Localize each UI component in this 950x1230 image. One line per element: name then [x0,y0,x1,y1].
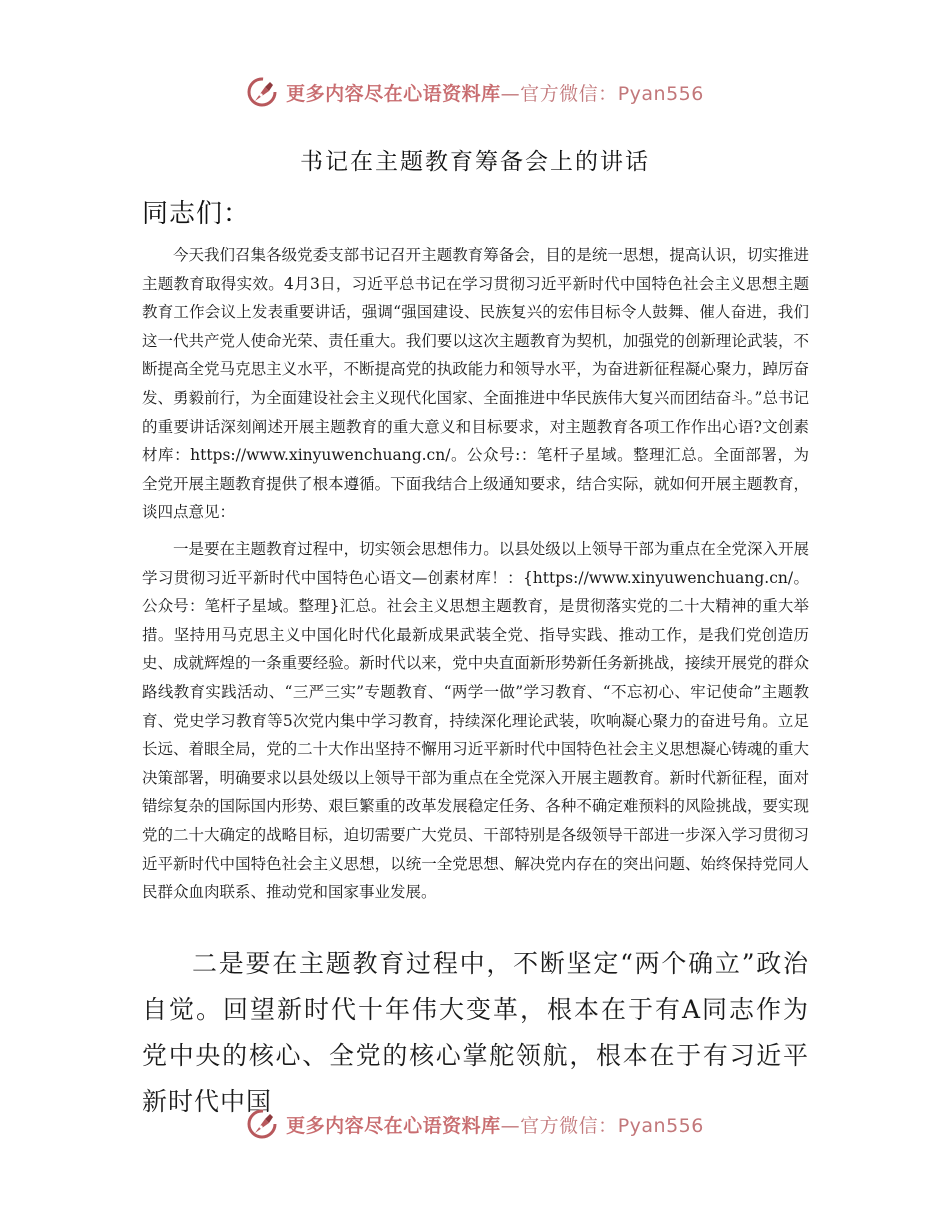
pen-nib-logo-icon [246,76,278,108]
banner-wechat-id: Pyan556 [617,1114,704,1137]
paragraph-point-one: 一是要在主题教育过程中，切实领会思想伟力。以县处级以上领导干部为重点在全党深入开展学习贯彻习近平新时代中国特色心语文—创素材库！：{https://www.xinyuwenchuang.cn/。公众号：笔杆子星域。整理}汇总。社会主义思想主题教育，是贯彻落实党的二十大精神的重大举措。坚持用马克思主义中国化时代化最新成果武装全党、指导实践、推动工作，是我们党创造历史、成就辉煌的一条重要经验。新时代以来，党中央直面新形势新任务新挑战，接续开展党的群众路线教育实践活动、“三严三实”专题教育、“两学一做”学习教育、“不忘初心、牢记使命”主题教育、党史学习教育等5次党内集中学习教育，持续深化理论武装，吹响凝心聚力的奋进号角。立足长远、着眼全局，党的二十大作出坚持不懈用习近平新时代中国特色社会主义思想凝心铸魂的重大决策部署，明确要求以县处级以上领导干部为重点在全党深入开展主题教育。新时代新征程，面对错综复杂的国际国内形势、艰巨繁重的改革发展稳定任务、各种不确定难预料的风险挑战，要实现党的二十大确定的战略目标，迫切需要广大党员、干部特别是各级领导干部进一步深入学习贯彻习近平新时代中国特色社会主义思想，以统一全党思想、解决党内存在的突出问题、始终保持党同人民群众血肉联系、推动党和国家事业发展。 [142,540,809,902]
banner-dash: — [500,82,521,105]
salutation: 同志们： [142,199,251,229]
footer-banner [0,1104,950,1144]
banner-dash: — [500,1114,521,1137]
pen-nib-logo-icon [246,1108,278,1140]
paragraph-intro: 今天我们召集各级党委支部书记召开主题教育筹备会，目的是统一思想，提高认识，切实推进主题教育取得实效。4月3日，习近平总书记在学习贯彻习近平新时代中国特色社会主义思想主题教育工作会议上发表重要讲话，强调“强国建设、民族复兴的宏伟目标令人鼓舞、催人奋进，我们这一代共产党人使命光荣、责任重大。我们要以这次主题教育为契机，加强党的创新理论武装，不断提高全党马克思主义水平，不断提高党的执政能力和领导水平，为奋进新征程凝心聚力，踔厉奋发、勇毅前行，为全面建设社会主义现代化国家、全面推进中华民族伟大复兴而团结奋斗。”总书记的重要讲话深刻阐述开展主题教育的重大意义和目标要求，对主题教育各项工作作出心语?文创素材库：https://www.xinyuwenchuang.cn/。公众号:：笔杆子星域。整理汇总。全面部署，为全党开展主题教育提供了根本遵循。下面我结合上级通知要求，结合实际，就如何开展主题教育，谈四点意见： [142,246,809,522]
banner-content [246,1108,704,1140]
banner-text [286,1111,704,1138]
banner-official-label: 官方微信： [520,1114,618,1137]
banner-content [246,76,704,108]
paragraph-point-two: 二是要在主题教育过程中，不断坚定“两个确立”政治自觉。回望新时代十年伟大变革，根本在于有A同志作为党中央的核心、全党的核心掌舵领航，根本在于有习近平新时代中国 [142,949,809,1116]
banner-main-text: 更多内容尽在心语资料库 [286,82,501,105]
header-banner [0,72,950,112]
banner-wechat-id: Pyan556 [617,82,704,105]
document-title: 书记在主题教育筹备会上的讲话 [300,149,650,175]
banner-main-text: 更多内容尽在心语资料库 [286,1114,501,1137]
banner-text [286,79,704,106]
banner-official-label: 官方微信： [520,82,618,105]
